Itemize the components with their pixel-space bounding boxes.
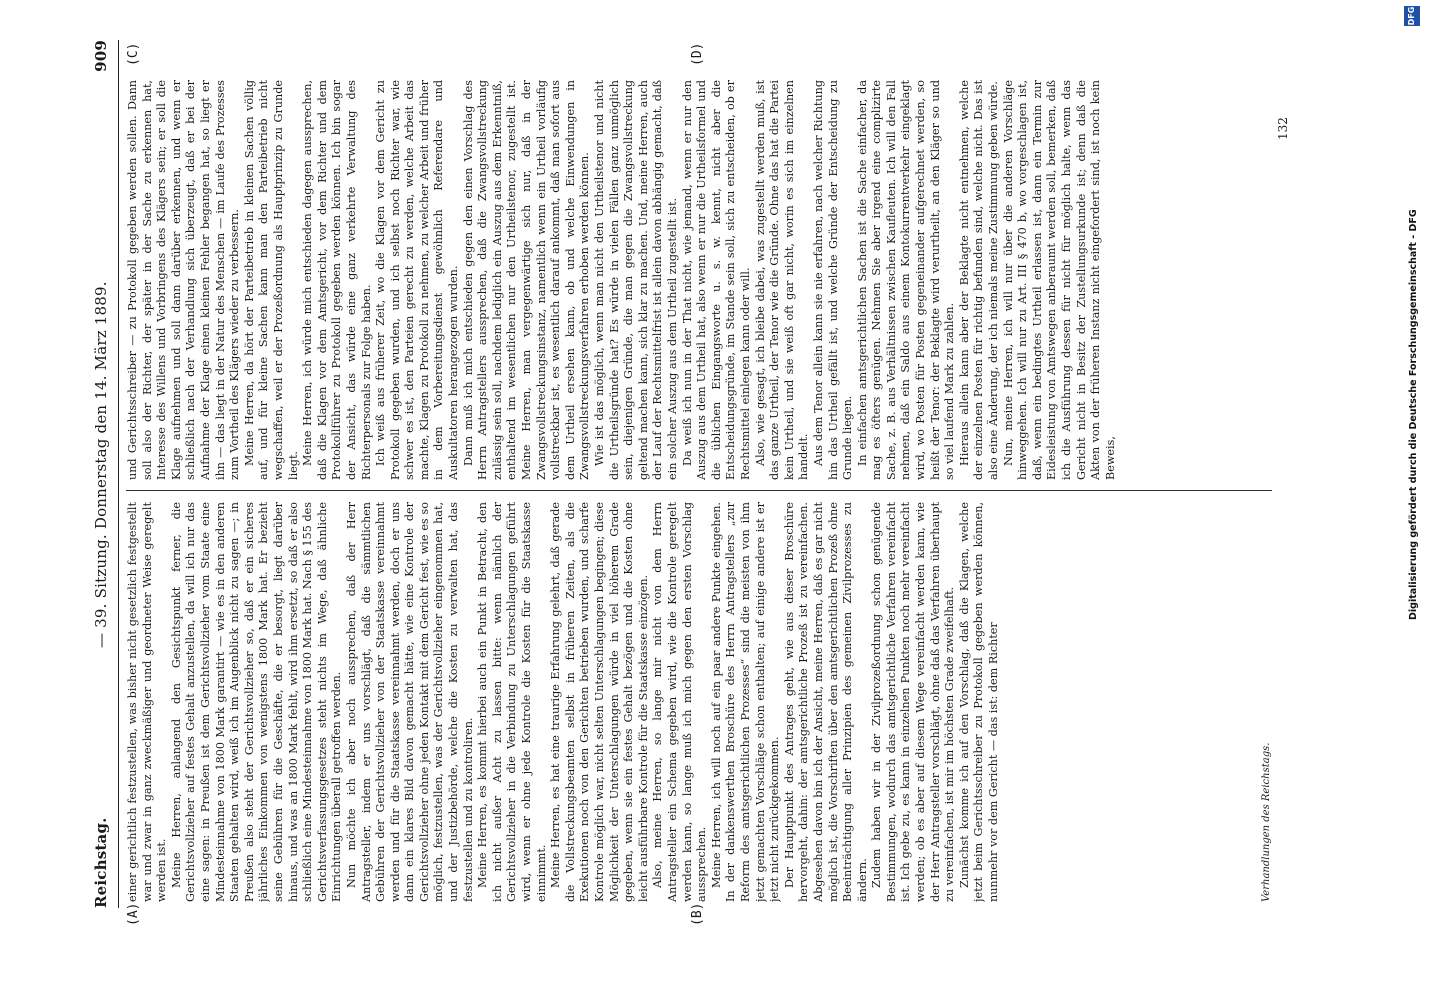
header-rule (118, 40, 119, 908)
margin-marker-a: (A) (126, 902, 141, 926)
paragraph: Dann muß ich mich entschieden gegen den einen Vorschlag des Herrn Antragstellers aussprechen, daß die Zwangsvollstreckung zulässig sein soll, nachdem lediglich ein Auszug aus dem Erkenntniß, enthaltend im wesentlichen nur den Urtheilstenor, zugestellt ist. Meine Herren, man vergegenwärtige sich nur, daß in der Zwangsvollstreckungsinstanz, namentlich wenn ein Urtheil vorläufig vollstreckbar ist, es wesentlich darauf ankommt, daß man sofort aus dem Urtheil ersehen kann, ob und welche Einwendungen in Zwangsvollstreckungsverfahren erhoben werden können. (461, 80, 592, 480)
digitization-note: Digitalisierung gefördert durch die Deutsche Forschungsgemeinschaft - DFG (1408, 209, 1419, 620)
paragraph: Ich weiß aus früherer Zeit, wo die Klagen vor dem Gericht zu Protokoll gegeben wurden, und ich selbst noch Richter war, wie schwer es ist, den Parteien gerecht zu werden, welche Arbeit das machte, Klagen zu Protokoll zu nehmen, zu welcher Arbeit und früher in dem Vorbereitungsdienst gewöhnlich Referendare und Auskultatoren herangezogen wurden. (374, 80, 461, 480)
paragraph: Meine Herren, es kommt hierbei auch ein Punkt in Betracht, den ich nicht außer Acht zu lassen bitte: wenn nämlich der Gerichtsvollzieher in die Verbindung zu Unterschlagungen geführt wird, wenn er ohne jede Kontrole die Kosten für die Staatskasse einnimmt. (476, 502, 548, 902)
paragraph: Der Hauptpunkt des Antrages geht, wie aus dieser Broschüre hervorgeht, dahin: der amtsgerichtliche Prozeß ist zu vereinfachen. Abgesehen davon bin ich der Ansicht, meine Herren, daß es gar nicht möglich ist, die Vorschriften über den amtsgerichtlichen Prozeß ohne Beeinträchtigung aller Prinzipien des gemeinen Zivilprozesses zu ändern. (782, 502, 869, 902)
paragraph: Wie ist das möglich, wenn man nicht den Urtheilstenor und nicht die Urtheilsgründe hat? Es würde in vielen Fällen ganz unmöglich sein, diejenigen Gründe, die man gegen die Zwangsvollstreckung geltend machen kann, sich klar zu machen. Und, meine Herren, auch der Lauf der Rechtsmittelfrist ist allein davon abhängig gemacht, daß ein solcher Auszug aus dem Urtheil zugestellt ist. (593, 80, 679, 480)
right-text-column (126, 80, 1272, 480)
paragraph: Meine Herren, ich will noch auf ein paar andere Punkte eingehen. In der dankenswerthen Broschüre des Herrn Antragstellers „zur Reform des amtsgerichtlichen Prozesses“ sind die meisten von ihm jetzt gemachten Vorschläge schon enthalten; auf einige andere ist er jetzt nicht zurückgekommen. (709, 502, 782, 902)
paragraph: Hieraus allein kann aber der Beklagte nicht entnehmen, welche der einzelnen Posten für richtig befunden sind, welche nicht. Das ist also eine Änderung, der ich niemals meine Zustimmung geben würde. (957, 80, 1001, 480)
paragraph: Zunächst komme ich auf den Vorschlag, daß die Klagen, welche jetzt beim Gerichtsschreiber zu Protokoll gegeben werden können, nunmehr vor dem Gericht — das ist: dem Richter (957, 502, 1001, 902)
margin-marker-b: (B) (690, 902, 705, 926)
paragraph: Aus dem Tenor allein kann sie nie erfahren, nach welcher Richtung hin das Urtheil gefällt ist, und welche Gründe der Entscheidung zu Grunde liegen. (811, 80, 855, 480)
page-header (92, 40, 116, 908)
left-text-column (126, 502, 1272, 902)
journal-title: Reichstag. (92, 817, 110, 908)
paragraph: und Gerichtsschreiber — zu Protokoll gegeben werden sollen. Dann soll also der Richter, der später in der Sache zu erkennen hat, Interesse des Willens und Vorbringens des Klägers sein; er soll die Klage aufnehmen und soll dann darüber erkennen, und wenn er schließlich nach der Verhandlung sich überzeugt, daß er bei der Aufnahme der Klage einen kleinen Fehler begangen hat, so liegt er ihn — das liegt in der Natur des Menschen — im Laufe des Prozesses zum Vortheil des Klägers wieder zu verbessern. (126, 80, 242, 480)
signature-number: 132 (1276, 117, 1290, 140)
paragraph: Also, meine Herren, so lange mir nicht von dem Herrn Antragsteller ein Schema gegeben wird, wie die Kontrole geregelt werden kann, so lange muß ich mich gegen den ersten Vorschlag aussprechen. (651, 502, 709, 902)
paragraph: Also, wie gesagt, ich bleibe dabei, was zugestellt werden muß, ist das ganze Urtheil, der Tenor wie die Gründe. Ohne das hat die Partei kein Urtheil, und sie weiß oft gar nicht, worin es sich im einzelnen handelt. (753, 80, 811, 480)
session-line: — 39. Sitzung. Donnerstag den 14. März 1889. (92, 281, 110, 648)
dfg-logo: DFG (1404, 6, 1420, 26)
paragraph: Meine Herren, anlangend den Gesichtspunkt ferner, die Gerichtsvollzieher auf festes Gehalt anzustellen, da will ich nur das eine sagen: in Preußen ist dem Gerichtsvollzieher vom Staate eine Mindesteinnahme von 1800 Mark garantirt — wie es in den anderen Staaten gehalten wird, weiß ich im Augenblick nicht zu sagen —; in Preußen also steht der Gerichtsvollzieher so, daß er ein sicheres jährliches Einkommen von wenigstens 1800 Mark hat. Er bezieht seine Gebühren für die Geschäfte, die er besorgt, liegt darüber hinaus, und was an 1800 Mark fehlt, wird ihm ersetzt, so daß er also schließlich eine Mindesteinnahme von 1800 Mark hat. Nach § 155 des Gerichtsverfassungsgesetzes steht nichts im Wege, daß ähnliche Einrichtungen überall getroffen werden. (169, 502, 344, 902)
paragraph: Da weiß ich nun in der That nicht, wie jemand, wenn er nur den Auszug aus dem Urtheil hat, also wenn er nur die Urtheilsformel und die üblichen Eingangsworte u. s. w. kennt, nicht aber die Entscheidungsgründe, im Stande sein soll, sich zu entscheiden, ob er Rechtsmittel einlegen kann oder will. (680, 80, 752, 480)
paragraph: In einfachen amtsgerichtlichen Sachen ist die Sache einfacher, da mag es öfters genügen. Nehmen Sie aber irgend eine complizirte Sache, z. B. aus Verhältnissen zwischen Kaufleuten. Ich will den Fall nehmen, daß ein Saldo aus einem Kontokurrentverkehr eingeklagt wird, wo Posten für Posten gegeneinander aufgerechnet werden, so heißt der Tenor: der Beklagte wird verurtheilt, an den Kläger so und so viel laufend Mark zu zahlen. (855, 80, 957, 480)
paragraph: Nun, meine Herren, ich will nur über die anderen Vorschläge hinweggehen. Ich will nur zu Art. III § 470 b, wo vorgeschlagen ist, daß, wenn ein bedingtes Urtheil erlassen ist, dann ein Termin zur Eidesleistung von Amtswegen anberaumt werden soll, bemerken, daß ich die Ausführung dessen für nicht für möglich halte, wenn das Gericht nicht in Besitz der Zustellungsurkunde ist; denn daß die Akten von der früheren Instanz nicht eingefordert sind, ist noch kein Beweis, (1001, 80, 1117, 480)
margin-marker-c: (C) (126, 42, 141, 66)
paragraph: Nun möchte ich aber noch aussprechen, daß der Herr Antragsteller, indem er uns vorschlägt, daß die sämmtlichen Gebühren der Gerichtsvollzieher von der Staatskasse vereinnahmt werden und für die Staatskasse vereinnahmt werden, doch er uns dann ein klares Bild davon gemacht hätte, wie eine Kontrole der Gerichtsvollzieher ohne jeden Kontakt mit dem Gericht fest, wie es so möglich, festzustellen, was der Gerichtsvollzieher eingenommen hat, und der Justizbehörde, welche die Kosten zu verwalten hat, das festzustellen und zu kontroliren. (344, 502, 475, 902)
paragraph: Meine Herren, ich würde mich entschieden dagegen aussprechen, daß die Klagen vor dem Amtsgericht, vor dem Richter und dem Protokollführer zu Protokoll gegeben werden können. Ich bin sogar der Ansicht, das würde eine ganz verkehrte Verwaltung des Richterpersonals zur Folge haben. (301, 80, 373, 480)
column-divider (126, 490, 1272, 491)
margin-marker-d: (D) (690, 42, 705, 66)
footnote: Verhandlungen des Reichstags. (1261, 742, 1272, 902)
page-number: 909 (92, 40, 110, 72)
paragraph: Zudem haben wir in der Zivilprozeßordnung schon genügende Bestimmungen, wodurch das amtsgerichtliche Verfahren vereinfacht ist. Ich gebe zu, es kann in einzelnen Punkten noch mehr vereinfacht werden; ob es aber auf diesem Wege vereinfacht werden kann, wie der Herr Antragsteller vorschlägt, ohne daß das Verfahren überhaupt zu vereinfachen, ist mir im höchsten Grade zweifelhaft. (870, 502, 957, 902)
paragraph: einer gerichtlich festzustellen, was bisher nicht gesetzlich festgestellt war und zwar in ganz zweckmäßiger und geordneter Weise geregelt werden ist. (126, 502, 169, 902)
paragraph: Meine Herren, da hört der Parteibetrieb in kleinen Sachen völlig auf, und für kleine Sachen kann man den Parteibetrieb nicht wegschaffen, weil er der Prozeßordnung als Hauptprinzip zu Grunde liegt. (242, 80, 300, 480)
paragraph: Meine Herren, es hat eine traurige Erfahrung gelehrt, daß gerade die Vollstreckungsbeamten selbst in früheren Zeiten, als die Exekutionen noch von den Gerichten betrieben wurden, und scharfe Kontrole möglich war, nicht selten Unterschlagungen begingen; diese Möglichkeit der Unterschlagungen würde in viel höherem Grade gegeben, wenn sie ein festes Gehalt bezögen und die Kosten ohne leicht ausführbare Kontrole für die Staatskasse einzögen. (549, 502, 650, 902)
